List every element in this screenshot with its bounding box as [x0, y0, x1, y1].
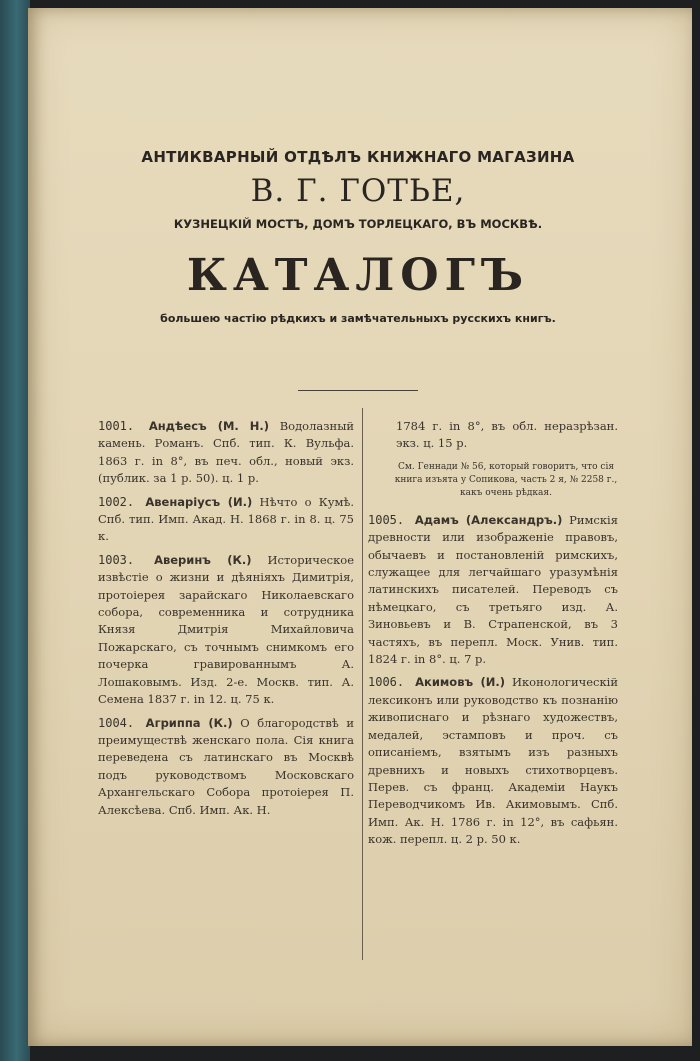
- catalog-entry: [368, 674, 618, 848]
- entry-number: 1006.: [368, 675, 405, 690]
- entry-number: 1003.: [98, 552, 135, 567]
- header-divider: [298, 390, 418, 391]
- entry-number: 1005.: [368, 512, 405, 527]
- catalog-subtitle: большею частію рѣдкихъ и замѣчательныхъ русскихъ книгъ.: [160, 312, 556, 325]
- right-column: [368, 418, 618, 855]
- entry-author: Аверинъ (К.): [154, 552, 252, 567]
- shop-name: В. Г. ГОТЬЕ,: [250, 173, 466, 209]
- entry-author: Агриппа (К.): [145, 715, 233, 730]
- left-column: [98, 418, 354, 825]
- book-spine: [0, 0, 30, 1061]
- catalog-entry: [98, 715, 354, 819]
- entry-number: 1004.: [98, 715, 135, 730]
- entry-author: Адамъ (Александръ.): [414, 512, 563, 527]
- entry-text: Нѣчто о Кумѣ. Спб. тип. Имп. Акад. Н. 1868 г. in 8. ц. 75 к.: [98, 494, 355, 544]
- entry-number: 1002.: [98, 494, 135, 509]
- entry-number: 1001.: [98, 419, 135, 433]
- catalog-entry: [98, 494, 354, 546]
- catalog-entry: [98, 418, 354, 488]
- page-header: [88, 146, 628, 327]
- catalog-entry: [98, 552, 354, 709]
- department-line: АНТИКВАРНЫЙ ОТДѢЛЪ КНИЖНАГО МАГАЗИНА: [141, 148, 575, 166]
- entry-author: Авенаріусъ (И.): [145, 494, 253, 509]
- catalog-page: [28, 8, 692, 1046]
- shop-address: КУЗНЕЦКІЙ МОСТЪ, ДОМЪ ТОРЛЕЦКАГО, ВЪ МОСКВѢ.: [173, 217, 543, 231]
- entry-text: Историческое извѣстіе о жизни и дѣяніяхъ Димитрія, протоіерея зарайскаго Николаевскаго собора, современника и сотрудника Князя Дмитрія Михайловича Пожарскаго, съ точнымъ снимкомъ его почерка гравированнымъ А. Лошаковымъ. Изд. 2-е. Москв. тип. А. Семена 1837 г. in 12. ц. 75 к.: [98, 552, 355, 707]
- entry-author: Акимовъ (И.): [415, 675, 505, 690]
- entry-text: Римскія древности или изображеніе правовъ, обычаевъ и постановленій римскихъ, служащее для легчайшаго уразумѣнія латинскихъ писателей. Переводъ съ нѣмецкаго, съ третьяго изд. А. Зиновьевъ и В. Страпенской, въ 3 частяхъ, въ перепл. Моск. Унив. тип. 1824 г. in 8°. ц. 7 р.: [368, 512, 618, 667]
- entry-text: Водолазный камень. Романъ. Спб. тип. К. Вульфа. 1863 г. in 8°, въ печ. обл., новый экз. (публик. за 1 р. 50). ц. 1 р.: [98, 419, 355, 486]
- bibliographic-note: См. Геннади № 56, который говоритъ, что сія книга изъята у Сопикова, часть 2 я, № 2258 г., какъ очень рѣдкая.: [394, 461, 618, 498]
- column-divider: [362, 408, 363, 960]
- entry-continuation: 1784 г. in 8°, въ обл. неразрѣзан. экз. ц. 15 р.: [396, 419, 618, 451]
- catalog-entry: [368, 512, 618, 669]
- entry-text: О благородствѣ и преимуществѣ женскаго пола. Сія книга переведена съ латинскаго въ Москвѣ подъ руководствомъ Московскаго Архангельскаго Собора протоіерея П. Алексѣева. Спб. Имп. Ак. Н.: [98, 715, 355, 817]
- entry-text: Иконологическій лексиконъ или руководство къ познанію живописнаго и рѣзнаго художествъ, медалей, эстамповъ и проч. съ описаніемъ, взятымъ изъ разныхъ древнихъ и новыхъ стихотворцевъ. Перев. съ франц. Академіи Наукъ Переводчикомъ Ив. Акимовымъ. Спб. Имп. Ак. Н. 1786 г. in 12°, въ сафьян. кож. перепл. ц. 2 р. 50 к.: [368, 675, 618, 847]
- catalog-title: КАТАЛОГЪ: [186, 250, 530, 301]
- entry-author: Андѣесъ (М. Н.): [148, 419, 270, 433]
